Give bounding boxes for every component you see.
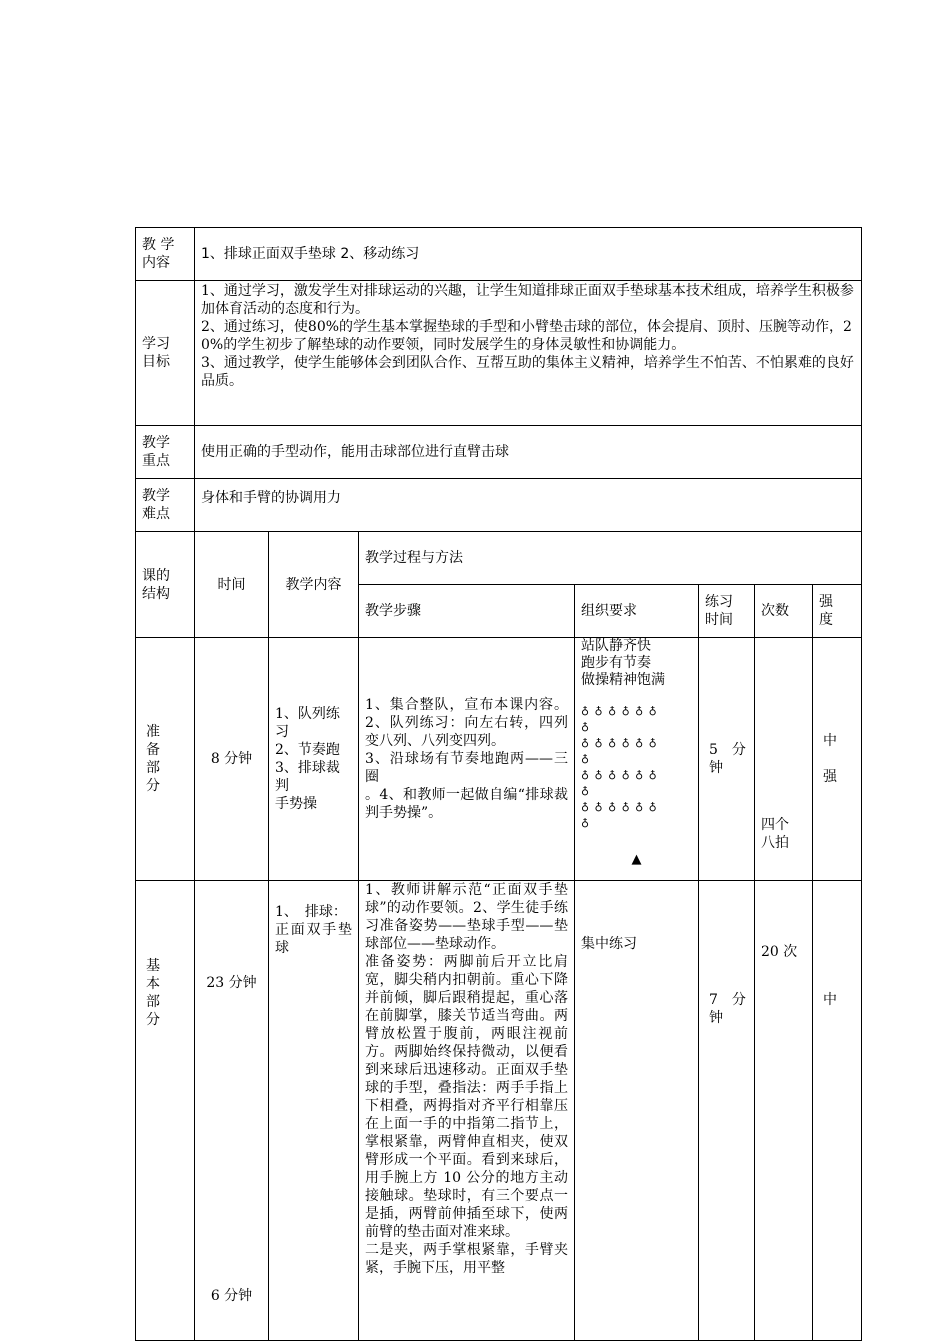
- teacher-marker-icon: ▲: [631, 852, 642, 867]
- header-intensity: 强 度: [813, 585, 862, 638]
- prep-org-text: 站队静齐快 跑步有节奏 做操精神饱满: [581, 638, 665, 688]
- prep-count: 四个 八拍: [755, 638, 813, 881]
- header-row-1: [136, 532, 862, 585]
- prep-steps: 1、集合整队，宣布本课内容。2、队列练习：向左右转，四列变八列、八列变四列。 3、沿球场有节奏地跑两——三圈 。4、和教师一起做自编“排球裁判手势操”。: [359, 638, 575, 881]
- teaching-focus-value: 使用正确的手型动作，能用击球部位进行直臂击球: [195, 426, 862, 479]
- prep-intensity: 中 强: [813, 638, 862, 881]
- formation-row: ♁ ♁ ♁ ♁ ♁ ♁ ♁: [581, 800, 658, 829]
- header-count: 次数: [755, 585, 813, 638]
- header-structure: 课的 结构: [136, 532, 195, 638]
- prep-org: [575, 638, 699, 881]
- basic-org: 集中练习: [575, 881, 699, 1341]
- header-process: 教学过程与方法: [359, 532, 862, 585]
- row-basic-section: [136, 881, 862, 1341]
- label-learning-goals: 学习 目标: [136, 281, 195, 426]
- header-time: 时间: [195, 532, 269, 638]
- learning-goals-list: [195, 281, 862, 426]
- prep-practice-time: 5 分 钟: [699, 638, 755, 881]
- basic-section-label: 基 本 部 分: [136, 881, 195, 1341]
- row-prep-section: [136, 638, 862, 881]
- basic-time-2: 6 分钟: [210, 1288, 253, 1304]
- formation-row: ♁ ♁ ♁ ♁ ♁ ♁ ♁: [581, 768, 658, 797]
- header-content: 教学内容: [269, 532, 359, 638]
- goal-item: 2、通过练习，使80%的学生基本掌握垫球的手型和小臂垫击球的部位，体会提肩、顶肘、压腕等动作，20%的学生初步了解垫球的动作要领，同时发展学生的身体灵敏性和协调能力。: [201, 319, 852, 353]
- row-learning-goals: [136, 281, 862, 426]
- goal-item: 3、通过教学，使学生能够体会到团队合作、互帮互助的集体主义精神，培养学生不怕苦、不怕累难的良好品质。: [201, 355, 854, 389]
- basic-count: 20 次: [755, 881, 813, 1341]
- prep-section-label: 准 备 部 分: [136, 638, 195, 881]
- label-teaching-content: 教 学 内容: [136, 228, 195, 281]
- row-teaching-difficulty: [136, 479, 862, 532]
- prep-time: 8 分钟: [195, 638, 269, 881]
- basic-content: 1、 排球： 正面双手垫球: [269, 881, 359, 1341]
- prep-content: 1、队列练习 2、节奏跑 3、排球裁判 手势操: [269, 638, 359, 881]
- formation-row: ♁ ♁ ♁ ♁ ♁ ♁ ♁: [581, 736, 658, 765]
- basic-time-cell: [195, 881, 269, 1341]
- goal-item: 1、通过学习，激发学生对排球运动的兴趣，让学生知道排球正面双手垫球基本技术组成，培养学生积极参加体育活动的态度和行为。: [201, 283, 854, 317]
- row-teaching-focus: [136, 426, 862, 479]
- formation-diagram: [581, 703, 692, 831]
- teaching-difficulty-value: 身体和手臂的协调用力: [195, 479, 862, 532]
- label-teaching-focus: 教学 重点: [136, 426, 195, 479]
- basic-practice-time: 7 分 钟: [699, 881, 755, 1341]
- row-teaching-content: [136, 228, 862, 281]
- header-practice-time: 练习 时间: [699, 585, 755, 638]
- basic-intensity: 中: [813, 881, 862, 1341]
- basic-time-1: 23 分钟: [206, 975, 257, 991]
- header-org: 组织要求: [575, 585, 699, 638]
- teaching-content-value: 1、排球正面双手垫球 2、移动练习: [195, 228, 862, 281]
- basic-steps: 1、教师讲解示范“正面双手垫球”的动作要领。2、学生徒手练习准备姿势——垫球手型——垫球部位——垫球动作。 准备姿势：两脚前后开立比肩宽，脚尖稍内扣朝前。重心下降并前倾，脚后跟稍提起，重心落在前脚掌，膝关节适当弯曲。两臂放松置于腹前，两眼注视前方。两脚始终保持微动，以便看到来球后迅速移动。正面双手垫球的手型，叠指法：两手手指上下相叠，两拇指对齐平行相靠压在上面一手的中指第二指节上，掌根紧靠，两臂伸直相夹，使双臂形成一个平面。看到来球后，用手腕上方 10 公分的地方主动接触球。垫球时，有三个要点一是插，两臂前伸插至球下，使两前臂的垫击面对准来球。 二是夹，两手掌根紧靠，手臂夹紧，手腕下压，用平整: [359, 881, 575, 1341]
- formation-row: ♁ ♁ ♁ ♁ ♁ ♁ ♁: [581, 704, 658, 733]
- lesson-plan-table: [135, 227, 862, 1341]
- header-steps: 教学步骤: [359, 585, 575, 638]
- label-teaching-difficulty: 教学 难点: [136, 479, 195, 532]
